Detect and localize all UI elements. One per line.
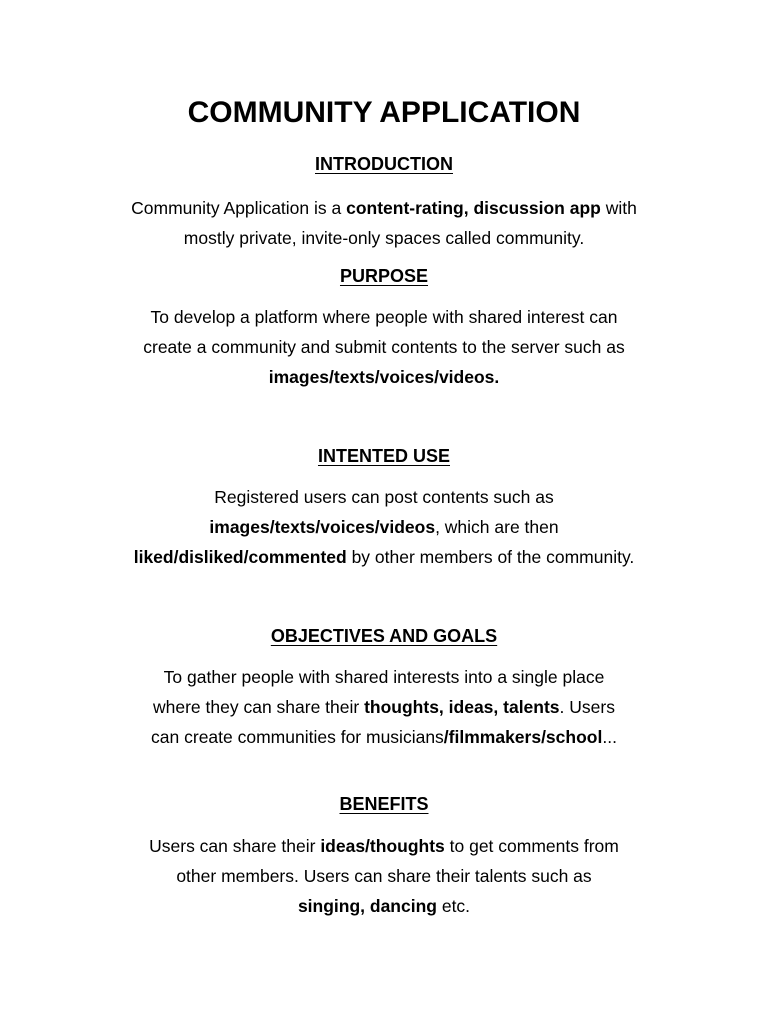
bold-text: images/texts/voices/videos <box>209 517 436 537</box>
bold-text: images/texts/voices/videos. <box>268 367 500 387</box>
body-text: Registered users can post contents such as <box>214 487 554 507</box>
paragraph-line <box>0 362 768 392</box>
section-heading-intended-use: INTENTED USE <box>317 446 450 466</box>
paragraph-line <box>0 662 768 692</box>
paragraph-line <box>0 692 768 722</box>
bold-text: liked/disliked/commented <box>133 547 347 567</box>
section-body-purpose <box>0 302 768 392</box>
paragraph-line <box>0 831 768 861</box>
body-text: To gather people with shared interests into a single place <box>163 667 605 687</box>
paragraph-line <box>0 542 768 572</box>
body-text: etc. <box>436 896 471 916</box>
paragraph-line <box>0 722 768 752</box>
section-body-introduction <box>0 193 768 253</box>
section-heading-objectives-goals: OBJECTIVES AND GOALS <box>270 626 498 646</box>
bold-text: /filmmakers/school <box>443 727 603 747</box>
bold-text: content-rating, discussion app <box>346 198 601 218</box>
bold-text: thoughts, ideas, talents <box>364 697 560 717</box>
body-text: where they can share their <box>153 697 365 717</box>
section-body-intended-use <box>0 482 768 572</box>
section-body-objectives-goals <box>0 662 768 752</box>
paragraph-line <box>0 512 768 542</box>
body-text: with <box>600 198 637 218</box>
body-text: Community Application is a <box>131 198 347 218</box>
body-text: , which are then <box>435 517 559 537</box>
section-body-benefits <box>0 831 768 921</box>
body-text: . Users <box>559 697 615 717</box>
section-heading-benefits: BENEFITS <box>339 794 429 814</box>
paragraph-line <box>0 223 768 253</box>
bold-text: singing, dancing <box>297 896 437 916</box>
paragraph-line <box>0 302 768 332</box>
body-text: ... <box>602 727 617 747</box>
body-text: can create communities for musicians <box>151 727 444 747</box>
body-text: To develop a platform where people with shared interest can <box>150 307 618 327</box>
body-text: create a community and submit contents to the server such as <box>143 337 625 357</box>
section-heading-introduction: INTRODUCTION <box>315 154 453 174</box>
paragraph-line <box>0 332 768 362</box>
section-heading-purpose: PURPOSE <box>339 266 429 286</box>
document-title: COMMUNITY APPLICATION <box>187 96 581 129</box>
body-text: mostly private, invite-only spaces called community. <box>183 228 585 248</box>
body-text: by other members of the community. <box>346 547 635 567</box>
paragraph-line <box>0 861 768 891</box>
paragraph-line <box>0 482 768 512</box>
body-text: other members. Users can share their talents such as <box>176 866 592 886</box>
paragraph-line <box>0 193 768 223</box>
paragraph-line <box>0 891 768 921</box>
bold-text: ideas/thoughts <box>320 836 445 856</box>
body-text: Users can share their <box>149 836 321 856</box>
body-text: to get comments from <box>444 836 619 856</box>
